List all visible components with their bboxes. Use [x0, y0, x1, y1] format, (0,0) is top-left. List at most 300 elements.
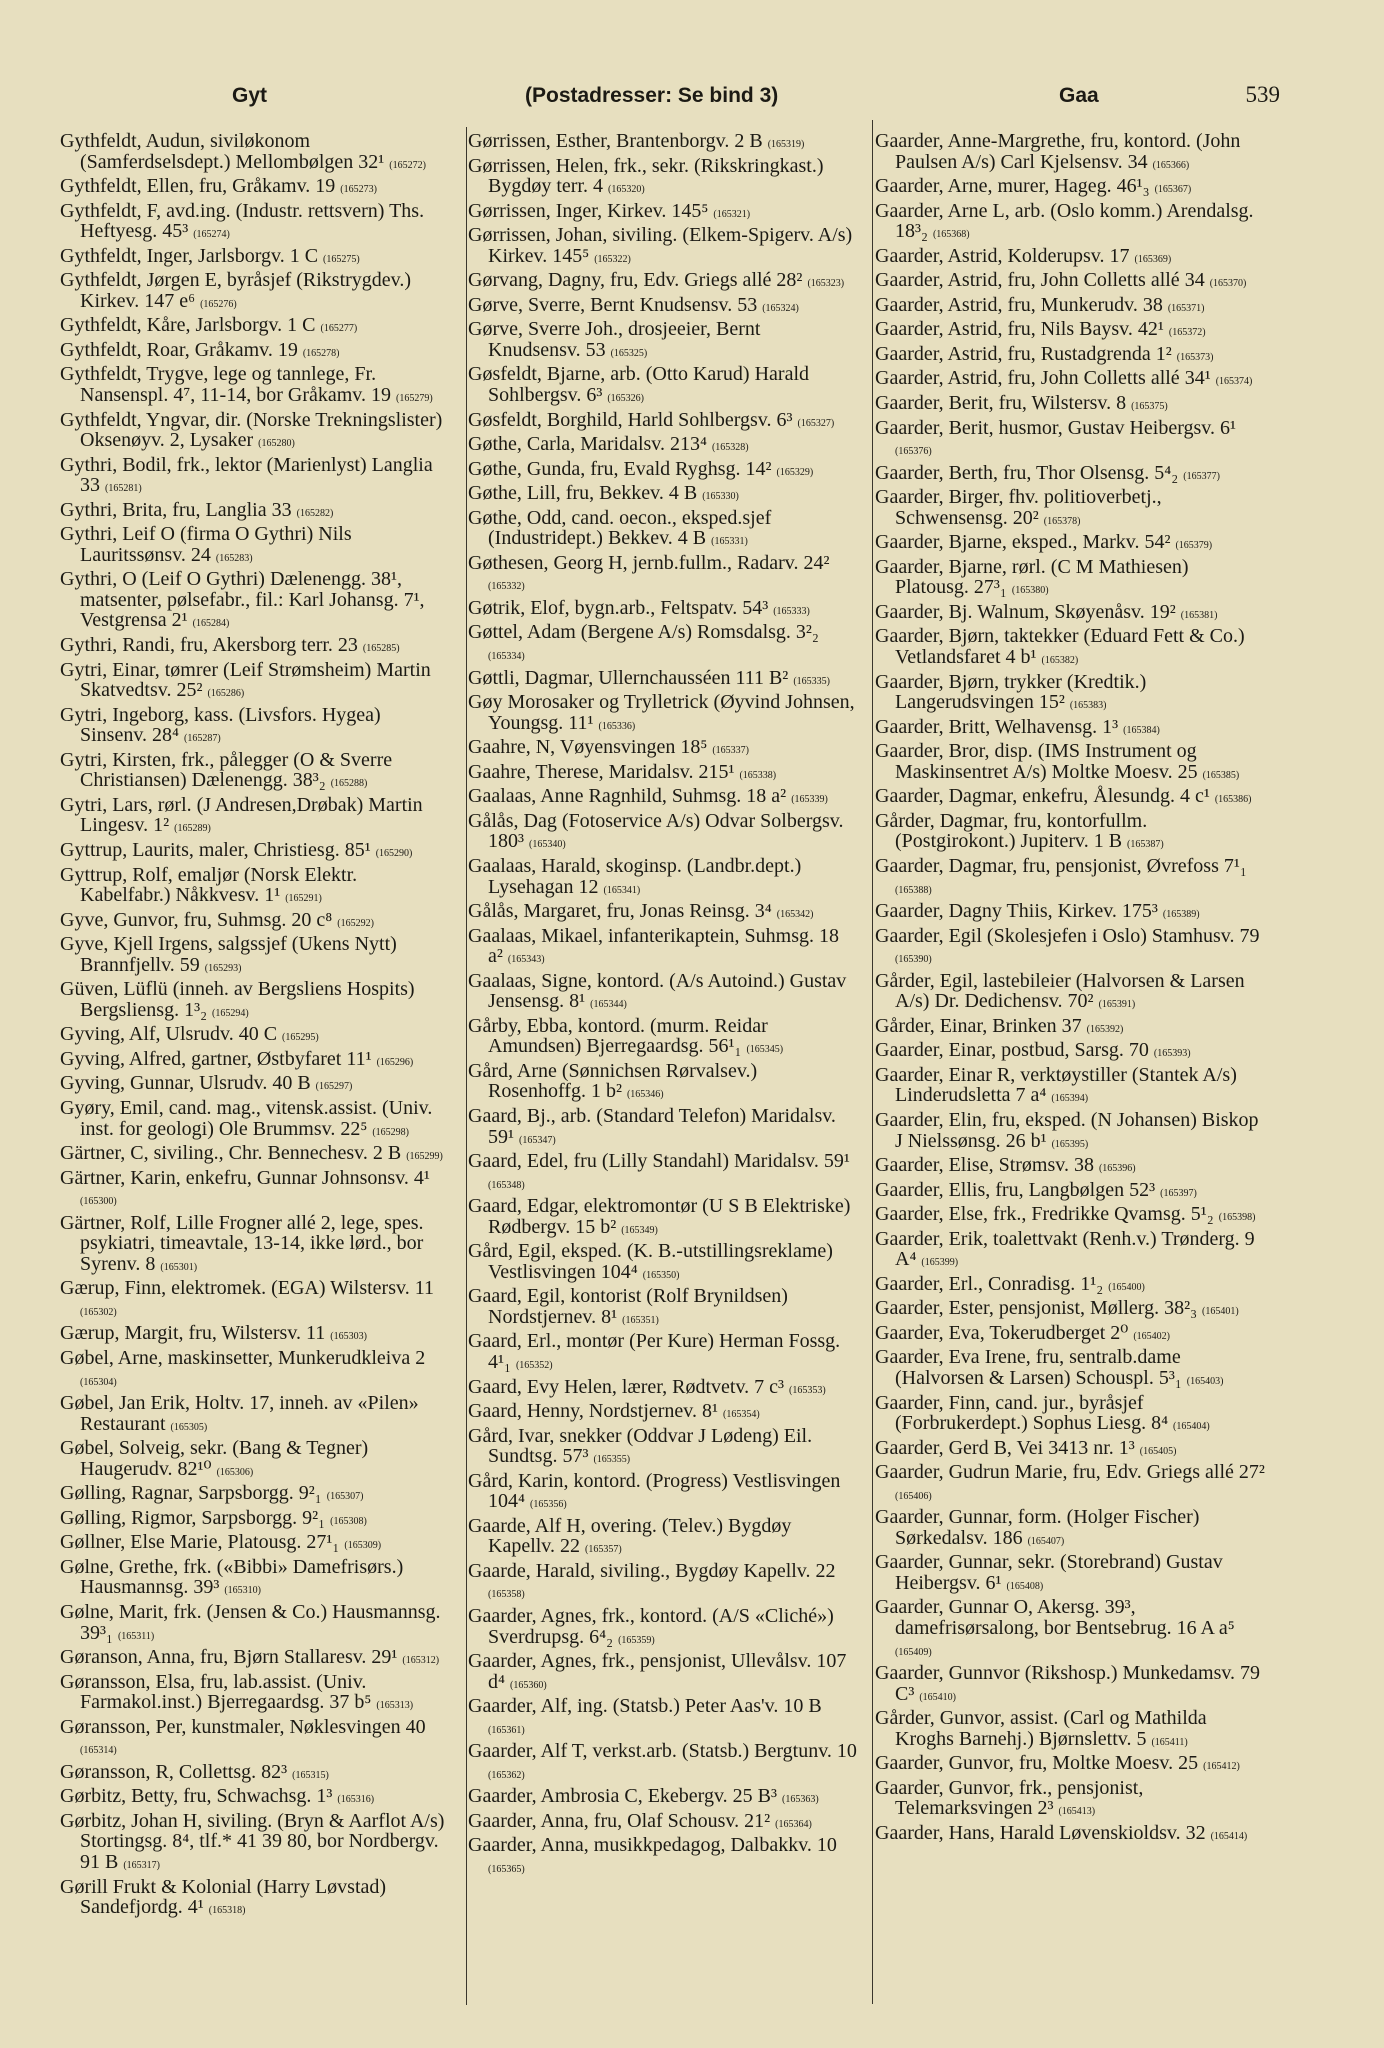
entry-text: Gaarder, Ester, pensjonist, Møllerg. 38²₃ [875, 1297, 1198, 1320]
entry-text: Gythri, Randi, fru, Akersborg terr. 23 [60, 634, 358, 657]
directory-entry [875, 1347, 1265, 1392]
directory-entry [60, 865, 450, 910]
entry-text: Gaarder, Alf T, verkst.arb. (Statsb.) Bergtunv. 10 [468, 1740, 857, 1763]
entry-text: Gøsfeldt, Bjarne, arb. (Otto Karud) Harald Sohlbergsv. 6³ [468, 363, 809, 407]
entry-text: Gaarder, Erik, toalettvakt (Renh.v.) Trønderg. 9 A⁴ [875, 1227, 1255, 1271]
page-number: 539 [1245, 82, 1280, 107]
directory-entry [875, 1507, 1265, 1552]
directory-entry [60, 1717, 450, 1762]
entry-phone-number: (165274) [193, 229, 230, 241]
entry-phone-number: (165356) [529, 1499, 567, 1511]
entry-phone-number: (165402) [1133, 1330, 1170, 1342]
directory-entry [875, 1204, 1265, 1229]
entry-text: Gård, Karin, kontord. (Progress) Vestlisvingen 104⁴ [468, 1469, 841, 1513]
entry-text: Gaarder, Gunnar O, Akersg. 39³, damefrisørsalong, bor Bentsebrug. 16 A a⁵ [875, 1596, 1235, 1639]
directory-entry [875, 1663, 1265, 1708]
entry-phone-number: (165312) [402, 1655, 440, 1667]
entry-phone-number: (165307) [326, 1491, 364, 1503]
directory-entry [468, 1151, 858, 1196]
entry-text: Gaahre, Therese, Maridalsv. 215¹ [468, 760, 735, 783]
directory-entry [60, 1098, 450, 1143]
directory-entry [60, 1762, 450, 1787]
directory-entry [875, 1040, 1265, 1065]
entry-text: Gaarder, Britt, Welhavensg. 1³ [875, 715, 1119, 738]
directory-entry [60, 1483, 450, 1508]
entry-phone-number: (165332) [488, 581, 525, 593]
entry-phone-number: (165320) [608, 184, 645, 196]
entry-text: Gaarder, Ambrosia C, Ekebergv. 25 B³ [468, 1785, 778, 1808]
entry-text: Gyøry, Emil, cand. mag., vitensk.assist. (Univ. inst. for geologi) Ole Brummsv. 22⁵ [60, 1096, 433, 1140]
directory-entry [60, 840, 450, 865]
entry-phone-number: (165292) [337, 917, 374, 929]
directory-entry [60, 979, 450, 1024]
entry-phone-number: (165372) [1168, 327, 1206, 339]
entry-phone-number: (165404) [1173, 1421, 1210, 1433]
directory-entry [875, 811, 1265, 856]
entry-text: Gørrissen, Esther, Brantenborgv. 2 B [468, 130, 763, 152]
directory-entry [60, 795, 450, 840]
directory-entry [60, 1557, 450, 1602]
entry-phone-number: (165281) [105, 483, 142, 495]
directory-entry [875, 626, 1265, 671]
directory-entry [875, 1552, 1265, 1597]
entry-text: Gaarder, Gudrun Marie, fru, Edv. Griegs allé 27² [875, 1461, 1265, 1484]
directory-entry [468, 1196, 858, 1241]
entry-phone-number: (165290) [375, 847, 413, 859]
entry-phone-number: (165366) [1152, 159, 1190, 171]
entry-text: Gythfeldt, Audun, siviløkonom (Samferdselsdept.) Mellombølgen 32¹ [60, 130, 385, 173]
entry-phone-number: (165380) [1011, 585, 1049, 597]
entry-phone-number: (165400) [1108, 1281, 1145, 1293]
directory-entry [875, 1438, 1265, 1463]
directory-entry [60, 1049, 450, 1074]
directory-entry [60, 910, 450, 935]
entry-phone-number: (165280) [258, 438, 295, 450]
entry-text: Gyving, Alfred, gartner, Østbyfaret 11¹ [60, 1047, 372, 1070]
entry-text: Gaarder, Dagmar, fru, pensjonist, Øvrefoss 7¹₁ [875, 854, 1247, 877]
entry-phone-number: (165283) [215, 552, 253, 564]
entry-phone-number: (165342) [776, 909, 814, 921]
entry-text: Gyve, Kjell Irgens, salgssjef (Ukens Nytt) Brannfjellv. 59 [60, 933, 397, 976]
directory-entry [875, 246, 1265, 271]
entry-phone-number: (165359) [618, 1634, 655, 1646]
entry-phone-number: (165315) [292, 1769, 329, 1781]
directory-entry [468, 201, 858, 226]
entry-text: Gørrissen, Johan, siviling. (Elkem-Spigerv. A/s) Kirkev. 145⁵ [468, 224, 853, 267]
entry-text: Gårby, Ebba, kontord. (murm. Reidar Amundsen) Bjerregaardsg. 56¹₁ [468, 1014, 768, 1058]
entry-phone-number: (165278) [302, 347, 340, 359]
directory-entry [468, 364, 858, 409]
entry-phone-number: (165393) [1153, 1048, 1191, 1060]
directory-entry [875, 1462, 1265, 1507]
directory-entry [875, 463, 1265, 488]
entry-text: Gaarder, Berit, fru, Wilstersv. 8 [875, 392, 1127, 415]
entry-phone-number: (165324) [762, 302, 799, 314]
entry-text: Gyttrup, Laurits, maler, Christiesg. 85¹ [60, 838, 371, 861]
entry-phone-number: (165326) [607, 393, 645, 405]
entry-phone-number: (165374) [1215, 376, 1253, 388]
directory-entry [468, 295, 858, 320]
directory-entry [875, 319, 1265, 344]
entry-phone-number: (165399) [921, 1257, 959, 1269]
directory-entry [875, 1274, 1265, 1299]
entry-phone-number: (165305) [170, 1421, 208, 1433]
directory-entry [875, 1155, 1265, 1180]
entry-phone-number: (165298) [372, 1126, 409, 1138]
directory-entry [60, 246, 450, 271]
entry-text: Gaarder, Egil (Skolesjefen i Oslo) Stamhusv. 79 [875, 924, 1260, 947]
entry-phone-number: (165357) [585, 1544, 622, 1556]
directory-entry [468, 270, 858, 295]
entry-phone-number: (165318) [208, 1905, 246, 1917]
entry-phone-number: (165303) [330, 1331, 367, 1343]
directory-entry [60, 1647, 450, 1672]
entry-phone-number: (165375) [1131, 401, 1168, 413]
entry-phone-number: (165316) [337, 1794, 375, 1806]
directory-entry [875, 1753, 1265, 1778]
directory-entry [60, 569, 450, 635]
directory-entry [875, 532, 1265, 557]
entry-text: Gythri, O (Leif O Gythri) Dælenengg. 38¹, matsenter, pølsefabr., fil.: Karl Johansg. 7¹, Vestgrensa 2¹ [60, 568, 425, 632]
entry-phone-number: (165354) [723, 1409, 760, 1421]
entry-text: Gaarder, Bjarne, rørl. (C M Mathiesen) Platousg. 27³₁ [875, 555, 1189, 599]
entry-text: Gørrissen, Inger, Kirkev. 145⁵ [468, 199, 709, 222]
entry-text: Gythfeldt, Yngvar, dir. (Norske Trekningslister) Oksenøyv. 2, Lysaker [60, 408, 443, 452]
directory-entry [60, 1438, 450, 1483]
entry-phone-number: (165398) [1218, 1212, 1256, 1224]
entry-text: Gythfeldt, F, avd.ing. (Industr. rettsvern) Ths. Heftyesg. 45³ [60, 199, 425, 243]
directory-entry [468, 1286, 858, 1331]
entry-text: Gytri, Lars, rørl. (J Andresen,Drøbak) Martin Lingesv. 1² [60, 793, 423, 837]
directory-entry [60, 934, 450, 979]
entry-text: Gaarder, Birger, fhv. politioverbetj., Schwensensg. 20² [875, 486, 1162, 529]
entry-text: Gaarder, Astrid, fru, John Colletts allé 34 [875, 269, 1205, 292]
entry-phone-number: (165337) [712, 745, 749, 757]
entry-phone-number: (165376) [895, 446, 932, 458]
entry-phone-number: (165390) [895, 954, 932, 966]
entry-phone-number: (165297) [315, 1081, 353, 1093]
entry-text: Gythfeldt, Trygve, lege og tannlege, Fr. Nansenspl. 4⁷, 11-14, bor Gråkamv. 19 [60, 363, 391, 407]
entry-phone-number: (165355) [593, 1454, 631, 1466]
entry-phone-number: (165295) [282, 1032, 319, 1044]
entry-text: Gøthesen, Georg H, jernb.fullm., Radarv. 24² [468, 551, 830, 574]
directory-entry [875, 1180, 1265, 1205]
directory-entry [468, 971, 858, 1016]
entry-phone-number: (165363) [782, 1794, 819, 1806]
entry-phone-number: (165287) [184, 733, 221, 745]
entry-phone-number: (165275) [323, 253, 360, 265]
entry-text: Gaarder, Dagny Thiis, Kirkev. 175³ [875, 900, 1158, 923]
entry-text: Gaarder, Astrid, fru, Munkerudv. 38 [875, 293, 1163, 316]
directory-entry [60, 1877, 450, 1922]
entry-phone-number: (165405) [1139, 1445, 1177, 1457]
directory-entry [875, 741, 1265, 786]
entry-phone-number: (165408) [1006, 1580, 1044, 1592]
entry-text: Gaard, Bj., arb. (Standard Telefon) Maridalsv. 59¹ [468, 1104, 836, 1148]
entry-phone-number: (165401) [1202, 1306, 1239, 1318]
entry-text: Gærup, Margit, fru, Wilstersv. 11 [60, 1322, 326, 1345]
directory-entry [875, 295, 1265, 320]
directory-entry [875, 1393, 1265, 1438]
entry-text: Gålås, Margaret, fru, Jonas Reinsg. 3⁴ [468, 900, 772, 923]
entry-phone-number: (165369) [1134, 253, 1172, 265]
entry-text: Gøransson, Elsa, fru, lab.assist. (Univ. Farmakol.inst.) Bjerregaardsg. 37 b⁵ [60, 1670, 372, 1714]
directory-entry [60, 500, 450, 525]
entry-text: Gård, Egil, eksped. (K. B.-utstillingsreklame) Vestlisvingen 104⁴ [468, 1240, 833, 1283]
entry-text: Gärtner, C, siviling., Chr. Bennechesv. 2 B [60, 1142, 402, 1165]
entry-phone-number: (165403) [1186, 1375, 1224, 1387]
entry-text: Gaarder, Astrid, Kolderupsv. 17 [875, 244, 1130, 267]
entry-phone-number: (165383) [1069, 700, 1107, 712]
entry-phone-number: (165279) [396, 393, 433, 405]
entry-phone-number: (165293) [204, 962, 242, 974]
entry-phone-number: (165333) [773, 605, 810, 617]
entry-phone-number: (165353) [789, 1384, 826, 1396]
entry-phone-number: (165291) [285, 893, 322, 905]
entry-text: Gythri, Bodil, frk., lektor (Marienlyst) Langlia 33 [60, 453, 433, 497]
entry-text: Gaard, Erl., montør (Per Kure) Herman Fossg. 4¹₁ [468, 1330, 841, 1373]
directory-entry [468, 410, 858, 435]
entry-phone-number: (165352) [515, 1359, 553, 1371]
entry-text: Güven, Lüflü (inneh. av Bergsliens Hospits) Bergsliensg. 1³₂ [60, 978, 415, 1021]
directory-entry [875, 131, 1265, 176]
directory-entry [468, 737, 858, 762]
directory-entry [468, 1651, 858, 1696]
entry-text: Gaarder, Bjørn, trykker (Kredtik.) Langerudsvingen 15² [875, 670, 1147, 714]
entry-phone-number: (165299) [406, 1151, 443, 1163]
entry-text: Gøbel, Solveig, sekr. (Bang & Tegner) Haugerudv. 82¹⁰ [60, 1437, 369, 1480]
entry-text: Gårder, Egil, lastebileier (Halvorsen & Larsen A/s) Dr. Dedichensv. 70² [875, 969, 1245, 1013]
directory-entry [468, 1061, 858, 1106]
entry-phone-number: (165414) [1210, 1830, 1248, 1842]
directory-entry [468, 1561, 858, 1606]
entry-phone-number: (165343) [507, 954, 545, 966]
directory-entry [60, 131, 450, 176]
entry-text: Gaarder, Astrid, fru, John Colletts allé 34¹ [875, 367, 1211, 390]
entry-phone-number: (165379) [1175, 540, 1213, 552]
entry-phone-number: (165301) [160, 1261, 198, 1273]
entry-text: Gaarder, Eva, Tokerudberget 2⁰ [875, 1321, 1129, 1344]
entry-phone-number: (165276) [200, 298, 237, 310]
column-divider [466, 127, 467, 2005]
entry-text: Gøthe, Gunda, fru, Evald Ryghsg. 14² [468, 457, 772, 480]
entry-text: Gørvang, Dagny, fru, Edv. Griegs allé 28² [468, 269, 803, 292]
directory-entry [468, 856, 858, 901]
entry-phone-number: (165350) [642, 1269, 680, 1281]
directory-entry [468, 1696, 858, 1741]
header-center: (Postadresser: Se bind 3) [525, 84, 779, 107]
entry-text: Gythfeldt, Jørgen E, byråsjef (Rikstrygdev.) Kirkev. 147 e⁶ [60, 269, 412, 312]
directory-entry [60, 1278, 450, 1323]
directory-entry [60, 1073, 450, 1098]
entry-text: Gørbitz, Johan H, siviling. (Bryn & Aarflot A/s) Stortingsg. 8⁴, tlf.* 41 39 80, bor Nordbergv. 91 B [60, 1809, 445, 1874]
directory-entry [468, 1516, 858, 1561]
entry-phone-number: (165314) [80, 1745, 117, 1757]
entry-phone-number: (165384) [1123, 724, 1160, 736]
entry-phone-number: (165300) [80, 1196, 117, 1208]
directory-entry [60, 1168, 450, 1213]
entry-text: Gaarder, Arne L, arb. (Oslo komm.) Arendalsg. 18³₂ [875, 199, 1254, 243]
entry-text: Gøbel, Jan Erik, Holtv. 17, inneh. av «Pilen» Restaurant [60, 1392, 419, 1435]
entry-phone-number: (165395) [1051, 1138, 1089, 1150]
entry-text: Gaalaas, Mikael, infanterikaptein, Suhmsg. 18 a² [468, 924, 840, 968]
entry-text: Gølne, Grethe, frk. («Bibbi» Damefrisørs.) Hausmannsg. 39³ [60, 1555, 404, 1599]
entry-text: Gythfeldt, Inger, Jarlsborgv. 1 C [60, 244, 319, 267]
directory-entry [468, 1835, 858, 1880]
entry-text: Gythfeldt, Roar, Gråkamv. 19 [60, 338, 298, 361]
directory-entry [60, 660, 450, 705]
entry-phone-number: (165321) [713, 208, 751, 220]
entry-phone-number: (165340) [529, 839, 566, 851]
entry-text: Gärtner, Rolf, Lille Frogner allé 2, lege, spes. psykiatri, timeavtale, 13-14, ikke lørd., bor Syrenv. 8 [60, 1211, 424, 1275]
directory-entry [60, 315, 450, 340]
entry-text: Gaarder, Agnes, frk., kontord. (A/S «Cliché») Sverdrupsg. 6⁴₂ [468, 1605, 834, 1648]
directory-entry [875, 926, 1265, 971]
entry-text: Gytri, Ingeborg, kass. (Livsfors. Hygea) Sinsenv. 28⁴ [60, 703, 381, 747]
entry-text: Gaarder, Dagmar, enkefru, Ålesundg. 4 c¹ [875, 785, 1210, 808]
entry-phone-number: (165411) [1151, 1736, 1188, 1748]
column-divider [872, 120, 873, 2004]
entry-phone-number: (165341) [603, 884, 641, 896]
directory-entry [60, 1672, 450, 1717]
entry-phone-number: (165371) [1167, 302, 1205, 314]
entry-text: Gaahre, N, Vøyensvingen 18⁵ [468, 736, 708, 759]
entry-text: Gørve, Sverre, Bernt Knudsensv. 53 [468, 293, 758, 316]
entry-text: Gythri, Brita, fru, Langlia 33 [60, 498, 292, 521]
entry-text: Gaarder, Agnes, frk., pensjonist, Ullevålsv. 107 d⁴ [468, 1650, 847, 1693]
entry-text: Gaarder, Einar, postbud, Sarsg. 70 [875, 1039, 1149, 1062]
directory-entry [60, 750, 450, 795]
entry-text: Gørve, Sverre Joh., drosjeeier, Bernt Knudsensv. 53 [468, 318, 761, 361]
entry-text: Gaarder, Elin, fru, eksped. (N Johansen) Biskop J Nielssønsg. 26 b¹ [875, 1108, 1259, 1152]
directory-entry [60, 1143, 450, 1168]
directory-entry [468, 1241, 858, 1286]
directory-entry [468, 811, 858, 856]
entry-phone-number: (165339) [791, 794, 828, 806]
directory-entry [875, 557, 1265, 602]
entry-phone-number: (165313) [376, 1700, 414, 1712]
directory-entry [60, 410, 450, 455]
directory-entry [875, 717, 1265, 742]
directory-entry [468, 598, 858, 623]
entry-phone-number: (165294) [212, 1007, 249, 1019]
entry-phone-number: (165308) [330, 1515, 367, 1527]
entry-phone-number: (165284) [192, 618, 230, 630]
directory-entry [468, 319, 858, 364]
entry-text: Gølling, Ragnar, Sarpsborgg. 9²₁ [60, 1482, 322, 1505]
entry-text: Gythfeldt, Ellen, fru, Gråkamv. 19 [60, 175, 336, 198]
entry-phone-number: (165377) [1183, 470, 1220, 482]
entry-text: Gøthe, Odd, cand. oecon., eksped.sjef (Industridept.) Bekkev. 4 B [468, 506, 772, 550]
directory-entry [468, 483, 858, 508]
entry-phone-number: (165409) [895, 1646, 932, 1658]
directory-entry [468, 508, 858, 553]
entry-phone-number: (165360) [509, 1679, 547, 1691]
directory-entry [875, 1065, 1265, 1110]
entry-phone-number: (165370) [1209, 278, 1247, 290]
entry-phone-number: (165364) [775, 1818, 812, 1830]
header-right: Gaa [1059, 84, 1099, 107]
entry-phone-number: (165388) [895, 884, 932, 896]
entry-phone-number: (165310) [224, 1585, 261, 1597]
directory-entry [468, 668, 858, 693]
entry-phone-number: (165317) [123, 1860, 161, 1872]
entry-phone-number: (165289) [174, 823, 211, 835]
directory-entry [875, 1823, 1265, 1848]
entry-phone-number: (165336) [598, 720, 636, 732]
directory-entry [60, 1532, 450, 1557]
entry-phone-number: (165309) [344, 1540, 382, 1552]
directory-entry [60, 201, 450, 246]
entry-phone-number: (165365) [488, 1864, 525, 1876]
directory-entry [468, 692, 858, 737]
entry-text: Gaard, Henny, Nordstjernev. 8¹ [468, 1400, 718, 1423]
entry-phone-number: (165382) [1041, 655, 1079, 667]
entry-text: Gørill Frukt & Kolonial (Harry Løvstad) Sandefjordg. 4¹ [60, 1875, 387, 1919]
entry-phone-number: (165304) [80, 1376, 117, 1388]
entry-text: Gaarder, Bjørn, taktekker (Eduard Fett & Co.) Vetlandsfaret 4 b¹ [875, 625, 1245, 669]
directory-entry [875, 602, 1265, 627]
entry-phone-number: (165394) [1051, 1093, 1089, 1105]
entry-phone-number: (165391) [1098, 999, 1136, 1011]
entry-phone-number: (165323) [807, 278, 845, 290]
directory-entry [468, 434, 858, 459]
entry-text: Gaalaas, Harald, skoginsp. (Landbr.dept.) Lysehagan 12 [468, 854, 802, 898]
entry-text: Gaard, Edgar, elektromontør (U S B Elektriske) Rødbergv. 15 b² [468, 1195, 851, 1238]
entry-text: Gøthe, Carla, Maridalsv. 213⁴ [468, 433, 707, 456]
entry-text: Gøsfeldt, Borghild, Harld Sohlbergsv. 6³ [468, 408, 793, 431]
directory-entry [875, 418, 1265, 463]
directory-entry [60, 1348, 450, 1393]
directory-entry [468, 1741, 858, 1786]
entry-phone-number: (165373) [1176, 351, 1214, 363]
directory-entry [468, 1106, 858, 1151]
directory-entry [60, 1213, 450, 1279]
directory-entry [875, 971, 1265, 1016]
directory-entry [60, 270, 450, 315]
entry-phone-number: (165346) [626, 1089, 664, 1101]
entry-phone-number: (165413) [1058, 1806, 1096, 1818]
entry-phone-number: (165386) [1214, 794, 1252, 806]
entry-text: Gølling, Rigmor, Sarpsborgg. 9²₁ [60, 1506, 326, 1529]
directory-entry [468, 131, 858, 156]
entry-text: Gøthe, Lill, fru, Bekkev. 4 B [468, 482, 698, 505]
entry-phone-number: (165277) [320, 323, 358, 335]
entry-text: Gaarder, Anna, musikkpedagog, Dalbakkv. 10 [468, 1834, 837, 1857]
directory-entry [875, 344, 1265, 369]
directory-entry [468, 1471, 858, 1516]
directory-entry [875, 1016, 1265, 1041]
column-1 [60, 131, 450, 1922]
entry-text: Gøttel, Adam (Bergene A/s) Romsdalsg. 3²₂ [468, 621, 819, 644]
entry-text: Gaarder, Bjarne, eksped., Markv. 54² [875, 531, 1171, 554]
entry-phone-number: (165367) [1154, 184, 1192, 196]
entry-phone-number: (165311) [117, 1630, 155, 1642]
entry-text: Gyving, Alf, Ulsrudv. 40 C [60, 1023, 278, 1046]
entry-phone-number: (165361) [488, 1724, 525, 1736]
entry-text: Gaarde, Alf H, overing. (Telev.) Bygdøy Kapellv. 22 [468, 1514, 792, 1558]
directory-entry [875, 856, 1265, 901]
entry-phone-number: (165345) [746, 1044, 784, 1056]
directory-entry [60, 1786, 450, 1811]
entry-text: Gaarder, Else, frk., Fredrikke Qvamsg. 5¹₂ [875, 1203, 1214, 1226]
entry-text: Gærup, Finn, elektromek. (EGA) Wilstersv. 11 [60, 1277, 434, 1300]
entry-phone-number: (165392) [1086, 1023, 1124, 1035]
entry-phone-number: (165330) [702, 491, 739, 503]
entry-phone-number: (165319) [767, 139, 805, 150]
entry-text: Gaarder, Erl., Conradisg. 1¹₂ [875, 1272, 1104, 1295]
entry-text: Gaarder, Gunnar, sekr. (Storebrand) Gustav Heibergsv. 6¹ [875, 1551, 1223, 1594]
